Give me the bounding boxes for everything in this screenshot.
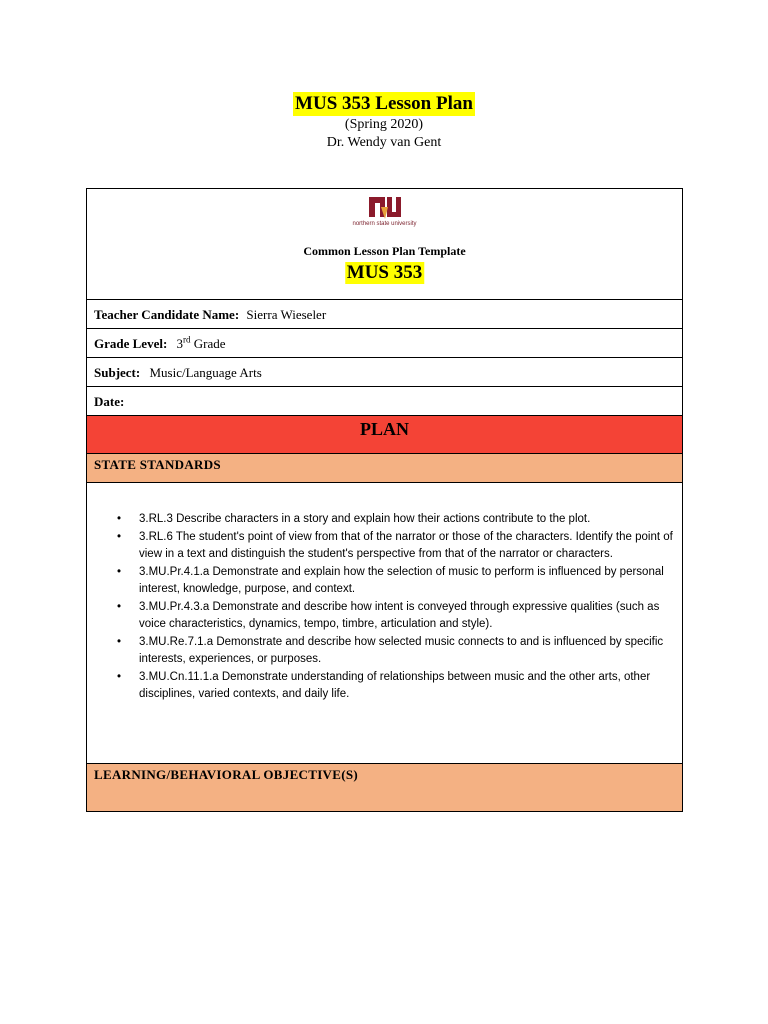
university-name: northern state university: [352, 221, 417, 227]
document-title: MUS 353 Lesson Plan: [295, 93, 473, 114]
grade-ordinal: rd: [183, 334, 191, 345]
objectives-heading: LEARNING/BEHAVIORAL OBJECTIVE(S): [87, 764, 682, 811]
teacher-name-value: Sierra Wieseler: [246, 307, 327, 322]
list-item: • 3.MU.Cn.11.1.a Demonstrate understanding of relationships between music and the other arts, other disciplines, varied contexts, and daily life.: [139, 669, 682, 704]
state-standards-heading: STATE STANDARDS: [87, 454, 682, 483]
subject-row: [87, 358, 682, 387]
nsu-logo-mark-icon: [367, 194, 403, 220]
date-label: Date:: [94, 394, 125, 409]
teacher-name-label: Teacher Candidate Name:: [94, 307, 240, 322]
list-item: • 3.MU.Pr.4.3.a Demonstrate and describe how intent is conveyed through expressive qualities (such as voice characteristics, dynamics, tempo, timbre, articulation and style).: [139, 599, 682, 634]
list-item: • 3.RL.6 The student's point of view from that of the narrator or those of the characters. Identify the point of view in a text and distinguish the student's perspective from that of the narrator or characters.: [139, 529, 682, 564]
lesson-plan-form: [86, 188, 683, 812]
grade-level-value: [177, 336, 226, 351]
instructor-line: Dr. Wendy van Gent: [326, 135, 442, 150]
date-row: [87, 387, 682, 416]
subject-label: Subject:: [94, 365, 141, 380]
template-course-code: MUS 353: [346, 262, 423, 283]
plan-heading: PLAN: [87, 416, 682, 454]
standards-list: [87, 511, 682, 704]
document-header: [0, 92, 768, 152]
grade-level-label: Grade Level:: [94, 336, 168, 351]
teacher-name-row: [87, 300, 682, 329]
grade-level-row: [87, 329, 682, 358]
template-label: Common Lesson Plan Template: [303, 244, 466, 258]
list-item: • 3.MU.Re.7.1.a Demonstrate and describe how selected music connects to and is influenced by specific interests, experiences, or purposes.: [139, 634, 682, 669]
university-logo: [345, 194, 425, 242]
grade-number: 3: [176, 336, 184, 351]
logo-row: [87, 189, 682, 300]
term-line: (Spring 2020): [344, 117, 424, 132]
list-item: • 3.MU.Pr.4.1.a Demonstrate and explain how the selection of music to perform is influenced by personal interest, knowledge, purpose, and context.: [139, 564, 682, 599]
state-standards-body: [87, 483, 682, 764]
list-item: • 3.RL.3 Describe characters in a story and explain how their actions contribute to the plot.: [139, 511, 682, 529]
subject-value: Music/Language Arts: [149, 365, 262, 380]
grade-word: Grade: [190, 336, 226, 351]
